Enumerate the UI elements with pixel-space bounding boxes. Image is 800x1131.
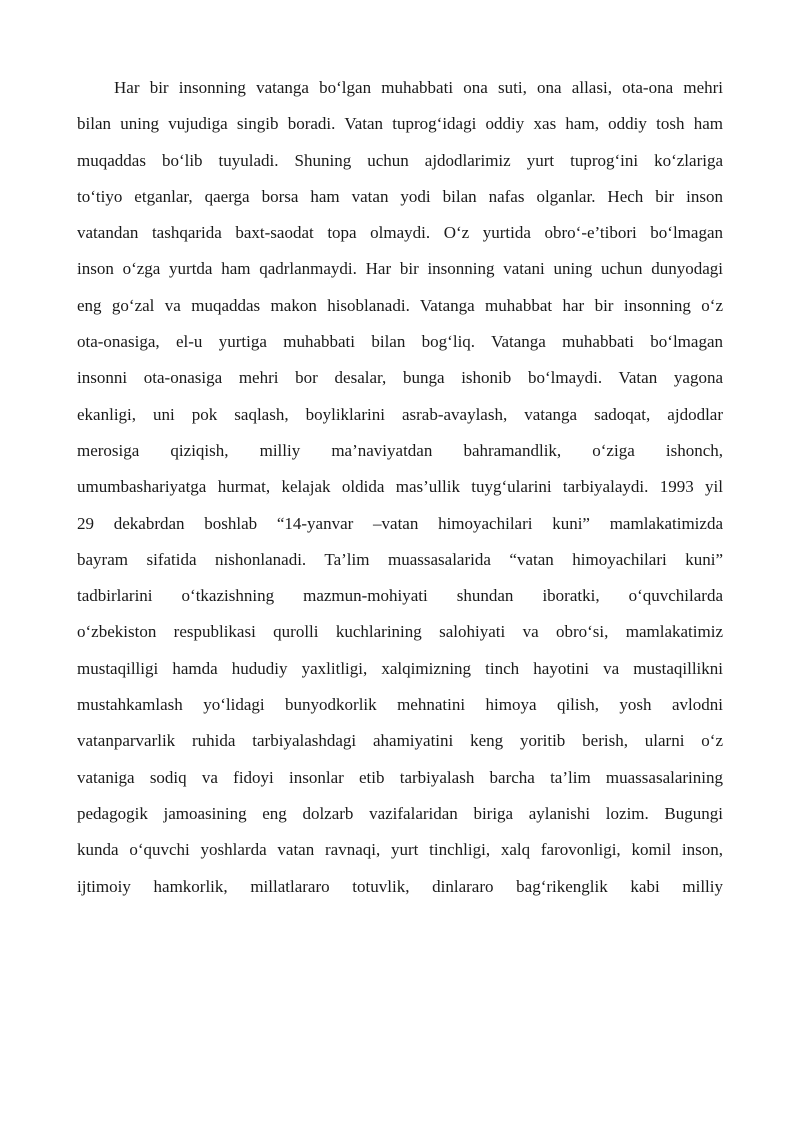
text-line: kunda o‘quvchi yoshlarda vatan ravnaqi, yurt tinchligi, xalq farovonligi, komil inson, [77,840,723,860]
text-line: o‘zbekiston respublikasi qurolli kuchlarining salohiyati va obro‘si, mamlakatimiz [77,622,723,642]
text-line: tadbirlarini o‘tkazishning mazmun-mohiyati shundan iboratki, o‘quvchilarda [77,586,723,606]
body-paragraph [77,70,723,905]
text-line: ota-onasiga, el-u yurtiga muhabbati bilan bog‘liq. Vatanga muhabbati bo‘lmagan [77,332,723,352]
text-line: vatanparvarlik ruhida tarbiyalashdagi ahamiyatini keng yoritib berish, ularni o‘z [77,731,723,751]
text-line: mustahkamlash yo‘lidagi bunyodkorlik mehnatini himoya qilish, yosh avlodni [77,695,723,715]
text-line: Har bir insonning vatanga bo‘lgan muhabbati ona suti, ona allasi, ota-ona mehri [114,78,723,97]
text-line: 29 dekabrdan boshlab “14-yanvar –vatan himoyachilari kuni” mamlakatimizda [77,513,723,533]
text-line: merosiga qiziqish, milliy ma’naviyatdan bahramandlik, o‘ziga ishonch, [77,440,723,460]
text-line: vatandan tashqarida baxt-saodat topa olmaydi. O‘z yurtida obro‘-e’tibori bo‘lmagan [77,223,723,243]
text-line: umumbashariyatga hurmat, kelajak oldida mas’ullik tuyg‘ularini tarbiyalaydi. 1993 yil [77,477,723,497]
text-line: eng go‘zal va muqaddas makon hisoblanadi. Vatanga muhabbat har bir insonning o‘z [77,295,723,315]
text-line: to‘tiyo etganlar, qaerga borsa ham vatan yodi bilan nafas olganlar. Hech bir inson [77,186,723,206]
text-line: mustaqilligi hamda hududiy yaxlitligi, xalqimizning tinch hayotini va mustaqillikni [77,658,723,678]
text-line: muqaddas bo‘lib tuyuladi. Shuning uchun ajdodlarimiz yurt tuprog‘ini ko‘zlariga [77,150,723,170]
text-line: vataniga sodiq va fidoyi insonlar etib tarbiyalash barcha ta’lim muassasalarining [77,767,723,787]
text-line: pedagogik jamoasining eng dolzarb vazifalaridan biriga aylanishi lozim. Bugungi [77,803,723,823]
text-line: insonni ota-onasiga mehri bor desalar, bunga ishonib bo‘lmaydi. Vatan yagona [77,368,723,388]
text-line: bayram sifatida nishonlanadi. Ta’lim muassasalarida “vatan himoyachilari kuni” [77,549,723,569]
text-line: inson o‘zga yurtda ham qadrlanmaydi. Har bir insonning vatani uning uchun dunyodagi [77,259,723,279]
text-line: ekanligi, uni pok saqlash, boyliklarini asrab-avaylash, vatanga sadoqat, ajdodlar [77,404,723,424]
text-line: bilan uning vujudiga singib boradi. Vatan tuprog‘idagi oddiy xas ham, oddiy tosh ham [77,114,723,134]
text-line: ijtimoiy hamkorlik, millatlararo totuvlik, dinlararo bag‘rikenglik kabi milliy [77,876,723,896]
